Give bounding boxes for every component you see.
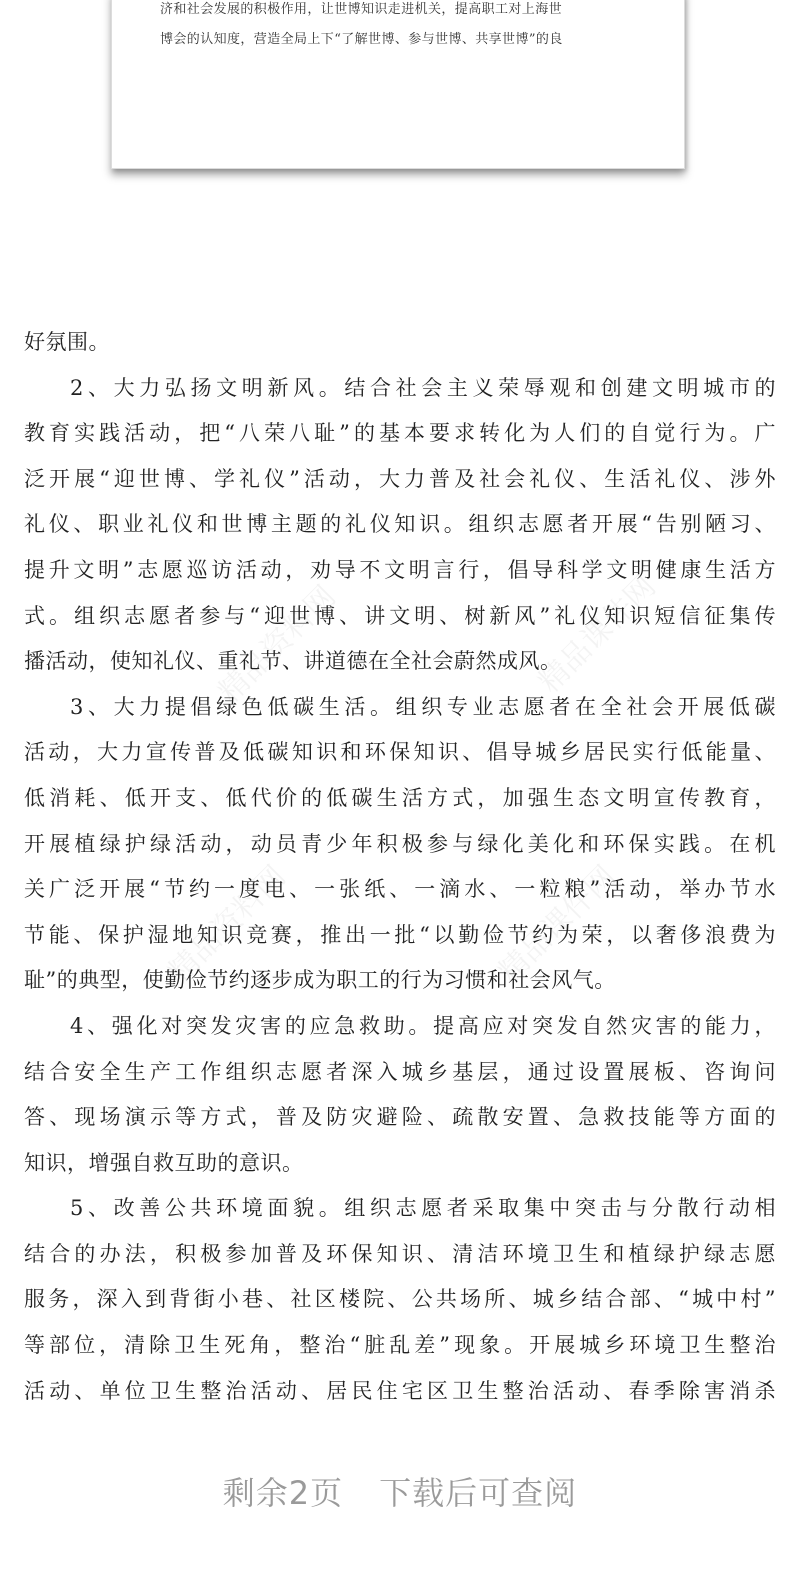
text-line: 3、大力提倡绿色低碳生活。组织专业志愿者在全社会开展低碳 — [70, 694, 776, 719]
text-line: 式。组织志愿者参与“迎世博、讲文明、树新风”礼仪知识短信征集传 — [24, 603, 776, 628]
text-line: 5、改善公共环境面貌。组织志愿者采取集中突击与分散行动相 — [70, 1196, 776, 1221]
text-line: 播活动，使知礼仪、重礼节、讲道德在全社会蔚然成风。 — [24, 649, 562, 674]
text-line: 服务，深入到背街小巷、社区楼院、公共场所、城乡结合部、“城中村” — [24, 1287, 776, 1312]
text-line: 开展植绿护绿活动，动员青少年积极参与绿化美化和环保实践。在机 — [24, 831, 776, 856]
preview-text-line: 博会的认知度，营造全局上下“了解世博、参与世博、共享世博”的良 — [160, 32, 563, 47]
text-line: 教育实践活动，把“八荣八耻”的基本要求转化为人们的自觉行为。广 — [24, 421, 776, 446]
text-line: 4、强化对突发灾害的应急救助。提高应对突发自然灾害的能力， — [70, 1013, 776, 1038]
text-line: 泛开展“迎世博、学礼仪”活动，大力普及社会礼仪、生活礼仪、涉外 — [24, 466, 776, 491]
text-line: 答、现场演示等方式，普及防灾避险、疏散安置、急救技能等方面的 — [24, 1105, 776, 1130]
download-prompt[interactable] — [0, 1468, 800, 1514]
text-line: 2、大力弘扬文明新风。结合社会主义荣辱观和创建文明城市的 — [70, 375, 776, 400]
text-line: 结合安全生产工作组织志愿者深入城乡基层，通过设置展板、咨询问 — [24, 1059, 776, 1084]
text-line: 耻”的典型，使勤俭节约逐步成为职工的行为习惯和社会风气。 — [24, 968, 616, 993]
document-body — [24, 320, 776, 1414]
text-line: 活动、单位卫生整治活动、居民住宅区卫生整治活动、春季除害消杀 — [24, 1378, 776, 1403]
text-line: 节能、保护湿地知识竞赛，推出一批“以勤俭节约为荣，以奢侈浪费为 — [24, 922, 776, 947]
remaining-pages-label[interactable]: 剩余2页 — [222, 1474, 344, 1512]
preview-text-line: 济和社会发展的积极作用，让世博知识走进机关，提高职工对上海世 — [160, 2, 563, 17]
text-line: 提升文明”志愿巡访活动，劝导不文明言行，倡导科学文明健康生活方 — [24, 557, 776, 582]
text-line: 活动，大力宣传普及低碳知识和环保知识、倡导城乡居民实行低能量、 — [24, 740, 776, 765]
text-line: 礼仪、职业礼仪和世博主题的礼仪知识。组织志愿者开展“告别陋习、 — [24, 512, 776, 537]
text-line: 好氛围。 — [24, 330, 110, 354]
text-line: 知识，增强自救互助的意识。 — [24, 1150, 304, 1175]
text-line: 关广泛开展“节约一度电、一张纸、一滴水、一粒粮”活动，举办节水 — [24, 877, 776, 902]
text-line: 等部位，清除卫生死角，整治“脏乱差”现象。开展城乡环境卫生整治 — [24, 1333, 776, 1358]
text-line: 低消耗、低开支、低代价的低碳生活方式，加强生态文明宣传教育， — [24, 785, 776, 810]
download-to-view-label[interactable]: 下载后可查阅 — [379, 1474, 578, 1512]
text-line: 结合的办法，积极参加普及环保知识、清洁环境卫生和植绿护绿志愿 — [24, 1241, 776, 1266]
preview-page-card — [111, 0, 685, 169]
